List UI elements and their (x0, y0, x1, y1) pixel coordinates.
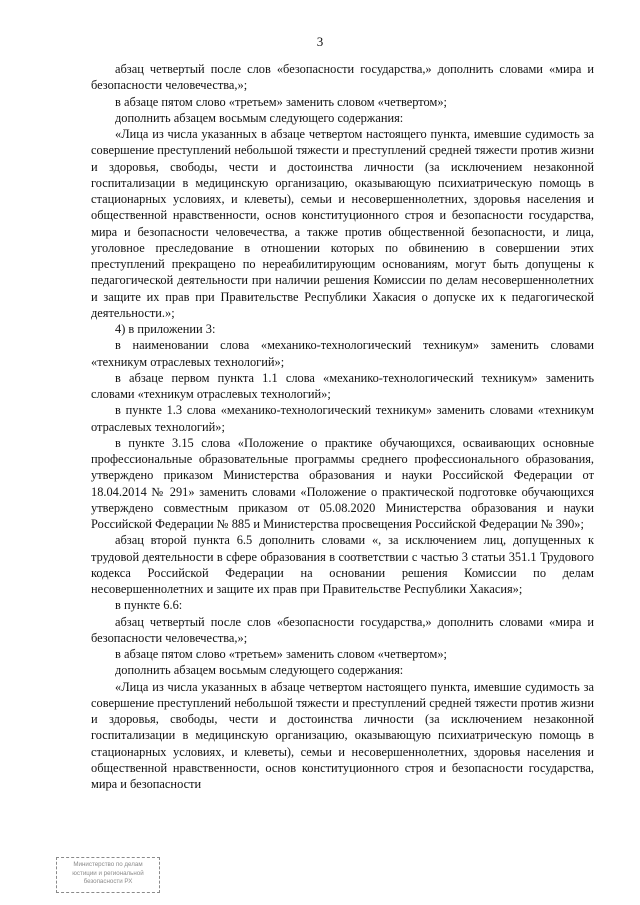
stamp-line: безопасности РХ (83, 878, 133, 886)
registration-stamp (56, 857, 160, 893)
paragraph: в пункте 1.3 слова «механико-технологический техникум» заменить словами «техникум отраслевых технологий»; (91, 403, 594, 434)
stamp-line: юстиции и региональной (72, 869, 144, 877)
paragraph: в наименовании слова «механико-технологический техникум» заменить словами «техникум отраслевых технологий»; (91, 338, 594, 369)
paragraph: в абзаце первом пункта 1.1 слова «механико-технологический техникум» заменить словами «техникум отраслевых технологий»; (91, 370, 594, 401)
paragraph: в пункте 6.6: (115, 598, 183, 613)
paragraph: «Лица из числа указанных в абзаце четвертом настоящего пункта, имевшие судимость за совершение преступлений небольшой тяжести и преступлений средней тяжести против жизни и здоровья, свободы, чести и достоинства личности (за исключением незаконной госпитализации в медицинскую организацию, оказывающую психиатрическую помощь в стационарных условиях, и клеветы), семьи и несовершеннолетних, здоровья населения и общественной нравственности, основ конституционного строя и безопасности государства, мира и безопасности человечества, а также против общественной безопасности, и лица, уголовное преследование в отношении которых по обвинению в совершении этих преступлений прекращено по нереабилитирующим основаниям, могут быть допущены к педагогической деятельности при наличии решения Комиссии по делам несовершеннолетних и защите их прав при Правительстве Республики Хакасия о допуске их к педагогической деятельности.»; (91, 127, 594, 320)
paragraph: в абзаце пятом слово «третьем» заменить словом «четвертом»; (115, 647, 447, 661)
paragraph: абзац второй пункта 6.5 дополнить словами «, за исключением лиц, допущенных к трудовой деятельности в сфере образования в соответствии с частью 3 статьи 351.1 Трудового кодекса Российской Федерации на основании решения Комиссии по делам несовершеннолетних и защите их прав при Правительстве Республики Хакасия»; (91, 533, 594, 596)
paragraph: «Лица из числа указанных в абзаце четвертом настоящего пункта, имевшие судимость за совершение преступлений небольшой тяжести и преступлений средней тяжести против жизни и здоровья, свободы, чести и достоинства личности (за исключением незаконной госпитализации в медицинскую организацию, оказывающую психиатрическую помощь в стационарных условиях, и клеветы), семьи и несовершеннолетних, здоровья населения и общественной нравственности, основ конституционного строя и безопасности государства, мира и безопасности (91, 679, 594, 791)
document-body (91, 61, 594, 792)
paragraph: в абзаце пятом слово «третьем» заменить словом «четвертом»; (115, 94, 447, 109)
paragraph: дополнить абзацем восьмым следующего содержания: (115, 663, 404, 678)
paragraph: абзац четвертый после слов «безопасности государства,» дополнить словами «мира и безопасности человечества,»; (91, 62, 594, 93)
page-number: 3 (316, 34, 324, 49)
paragraph: в пункте 3.15 слова «Положение о практике обучающихся, осваивающих основные профессиональные образовательные программы среднего профессионального образования, утверждено приказом Министерства образования и науки Российской Федерации от 18.04.2014 № 291» заменить словами «Положение о практической подготовке обучающихся утверждено совместным приказом от 05.08.2020 Министерства образования и науки Российской Федерации № 885 и Министерства просвещения Российской Федерации № 390»; (91, 435, 594, 531)
paragraph: дополнить абзацем восьмым следующего содержания: (115, 110, 404, 125)
stamp-line: Министерство по делам (73, 861, 143, 868)
paragraph: абзац четвертый после слов «безопасности государства,» дополнить словами «мира и безопасности человечества,»; (91, 614, 594, 645)
paragraph: 4) в приложении 3: (115, 322, 216, 336)
